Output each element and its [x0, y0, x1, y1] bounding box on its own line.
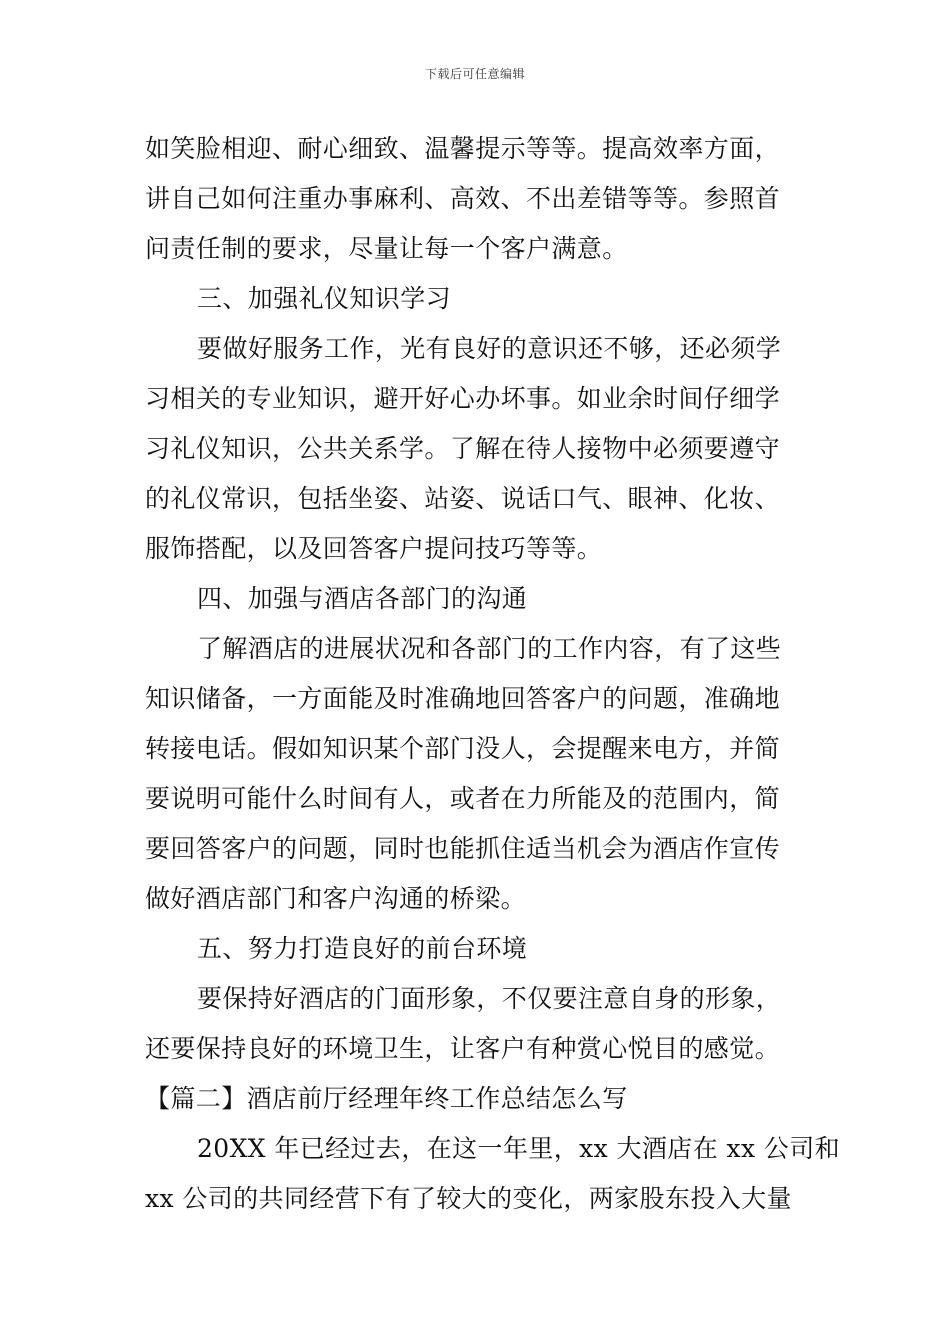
body-line: 要说明可能什么时间有人，或者在力所能及的范围内，简 [145, 784, 781, 813]
body-line: 要做好服务工作，光有良好的意识还不够，还必须学 [197, 334, 782, 363]
body-line: 问责任制的要求，尽量让每一个客户满意。 [145, 234, 628, 263]
body-line: 习相关的专业知识，避开好心办坏事。如业余时间仔细学 [145, 384, 781, 413]
body-line: 如笑脸相迎、耐心细致、温馨提示等等。提高效率方面， [145, 134, 781, 163]
document-body [145, 124, 840, 1224]
section-heading: 四、加强与酒店各部门的沟通 [197, 584, 528, 613]
article-title: 【篇二】酒店前厅经理年终工作总结怎么写 [145, 1084, 628, 1113]
body-line: 要保持好酒店的门面形象，不仅要注意自身的形象， [197, 984, 782, 1013]
body-line: 习礼仪知识，公共关系学。了解在待人接物中必须要遵守 [145, 434, 781, 463]
body-line: xx 公司的共同经营下有了较大的变化，两家股东投入大量 [145, 1184, 792, 1213]
body-line: 20XX 年已经过去，在这一年里，xx 大酒店在 xx 公司和 [197, 1134, 840, 1163]
body-line: 做好酒店部门和客户沟通的桥梁。 [145, 884, 527, 913]
body-line: 讲自己如何注重办事麻利、高效、不出差错等等。参照首 [145, 184, 781, 213]
body-line: 转接电话。假如知识某个部门没人，会提醒来电方，并简 [145, 734, 781, 763]
body-line: 要回答客户的问题，同时也能抓住适当机会为酒店作宣传 [145, 834, 781, 863]
body-line: 服饰搭配，以及回答客户提问技巧等等。 [145, 534, 603, 563]
body-line: 的礼仪常识，包括坐姿、站姿、说话口气、眼神、化妆、 [145, 484, 781, 513]
section-heading: 五、努力打造良好的前台环境 [197, 934, 528, 963]
body-line: 知识储备，一方面能及时准确地回答客户的问题，准确地 [145, 684, 781, 713]
body-line: 还要保持良好的环境卫生，让客户有种赏心悦目的感觉。 [145, 1034, 781, 1063]
section-heading: 三、加强礼仪知识学习 [197, 284, 452, 313]
body-line: 了解酒店的进展状况和各部门的工作内容，有了这些 [197, 634, 782, 663]
page-header-note: 下载后可任意编辑 [424, 67, 525, 81]
